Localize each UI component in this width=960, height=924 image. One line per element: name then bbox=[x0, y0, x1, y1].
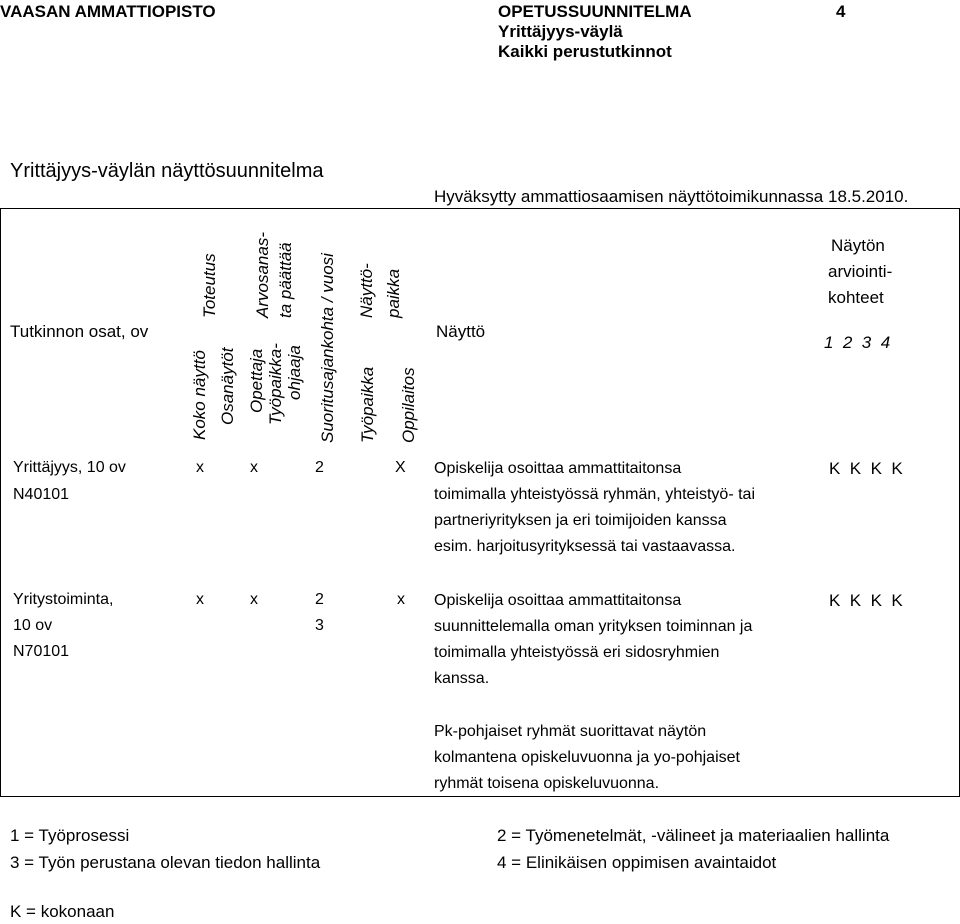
doc-type: OPETUSSUUNNITELMA bbox=[498, 2, 692, 21]
row2-naytto-line: kanssa. bbox=[434, 670, 490, 687]
page-title: Yrittäjyys-väylän näyttösuunnitelma bbox=[10, 160, 324, 182]
row2-ov: 10 ov bbox=[13, 617, 53, 634]
header-toteutus: Toteutus bbox=[200, 253, 219, 318]
legend-3: 3 = Työn perustana olevan tiedon hallinta bbox=[10, 853, 321, 872]
row2-arvosana: x bbox=[250, 591, 258, 608]
row2-code: N70101 bbox=[13, 643, 70, 660]
header-scope: Kaikki perustutkinnot bbox=[498, 42, 672, 61]
row1-ajankohta: 2 bbox=[315, 459, 324, 476]
header-arvosanasta-2: ta päättää bbox=[276, 242, 295, 318]
row1-kohteet: K K K K bbox=[829, 459, 903, 478]
row2-naytto-line: toimimalla yhteistyössä eri sidosryhmien bbox=[434, 644, 720, 661]
note-line: Pk-pohjaiset ryhmät suorittavat näytön bbox=[434, 723, 707, 740]
legend-2: 2 = Työmenetelmät, -välineet ja materiaalien hallinta bbox=[497, 826, 890, 845]
row2-nayttopaikka: x bbox=[397, 591, 405, 608]
header-tyopaikkaohjaaja-1: Työpaikka- bbox=[266, 343, 285, 425]
row1-arvosana: x bbox=[250, 459, 258, 476]
header-koko-naytto: Koko näyttö bbox=[190, 350, 209, 440]
school-name: VAASAN AMMATTIOPISTO bbox=[0, 2, 216, 21]
header-nayttopaikka-2: paikka bbox=[384, 268, 403, 318]
header-tyopaikka: Työpaikka bbox=[358, 366, 377, 443]
header-opettaja: Opettaja bbox=[247, 348, 266, 413]
header-naytto: Näyttö bbox=[436, 322, 486, 341]
header-kohteet-numbers: 1 2 3 4 bbox=[824, 333, 891, 352]
row1-nayttopaikka: X bbox=[395, 459, 406, 476]
header-tyopaikkaohjaaja-2: ohjaaja bbox=[285, 345, 304, 400]
table-top-border bbox=[0, 208, 960, 209]
row2-naytto-line: Opiskelija osoittaa ammattitaitonsa bbox=[434, 592, 682, 609]
row1-naytto-line: partneriyrityksen ja eri toimijoiden kanssa bbox=[434, 512, 727, 529]
row2-naytto bbox=[434, 588, 752, 692]
header-osanaytot: Osanäytöt bbox=[218, 347, 237, 425]
approval-note: Hyväksytty ammattiosaamisen näyttötoimikunnassa 18.5.2010. bbox=[434, 187, 909, 206]
header-kohteet-2: arviointi- bbox=[828, 262, 893, 281]
legend-k: K = kokonaan bbox=[10, 902, 115, 921]
legend-1: 1 = Työprosessi bbox=[10, 826, 130, 845]
row2-name: Yritystoiminta, bbox=[13, 591, 114, 608]
schedule-note bbox=[434, 719, 740, 797]
row2-naytto-line: suunnittelemalla oman yrityksen toiminnan ja bbox=[434, 618, 753, 635]
header-kohteet-1: Näytön bbox=[831, 236, 885, 255]
row1-koko-naytto: x bbox=[196, 459, 204, 476]
row1-naytto bbox=[434, 456, 755, 560]
row1-name: Yrittäjyys, 10 ov bbox=[13, 459, 126, 476]
note-line: kolmantena opiskeluvuonna ja yo-pohjaiset bbox=[434, 749, 740, 766]
page-number: 4 bbox=[836, 2, 846, 21]
row2-ajankohta-2: 3 bbox=[315, 617, 324, 634]
legend-4: 4 = Elinikäisen oppimisen avaintaidot bbox=[497, 853, 777, 872]
row1-naytto-line: esim. harjoitusyrityksessä tai vastaavassa. bbox=[434, 538, 736, 555]
row2-kohteet: K K K K bbox=[829, 591, 903, 610]
row2-koko-naytto: x bbox=[196, 591, 204, 608]
header-oppilaitos: Oppilaitos bbox=[399, 367, 418, 443]
header-path: Yrittäjyys-väylä bbox=[498, 22, 623, 41]
row1-naytto-line: Opiskelija osoittaa ammattitaitonsa bbox=[434, 460, 682, 477]
header-arvosanasta-1: Arvosanas- bbox=[253, 232, 272, 318]
header-nayttopaikka-1: Näyttö- bbox=[357, 263, 376, 318]
header-kohteet-3: kohteet bbox=[828, 288, 884, 307]
row1-naytto-line: toimimalla yhteistyössä ryhmän, yhteistyö- tai bbox=[434, 486, 755, 503]
note-line: ryhmät toisena opiskeluvuonna. bbox=[434, 775, 660, 792]
row1-code: N40101 bbox=[13, 486, 70, 503]
table-left-border bbox=[0, 208, 1, 797]
header-suoritusajankohta: Suoritusajankohta / vuosi bbox=[318, 253, 337, 443]
row2-ajankohta-1: 2 bbox=[315, 591, 324, 608]
header-tutkinnon-osat: Tutkinnon osat, ov bbox=[10, 322, 149, 341]
